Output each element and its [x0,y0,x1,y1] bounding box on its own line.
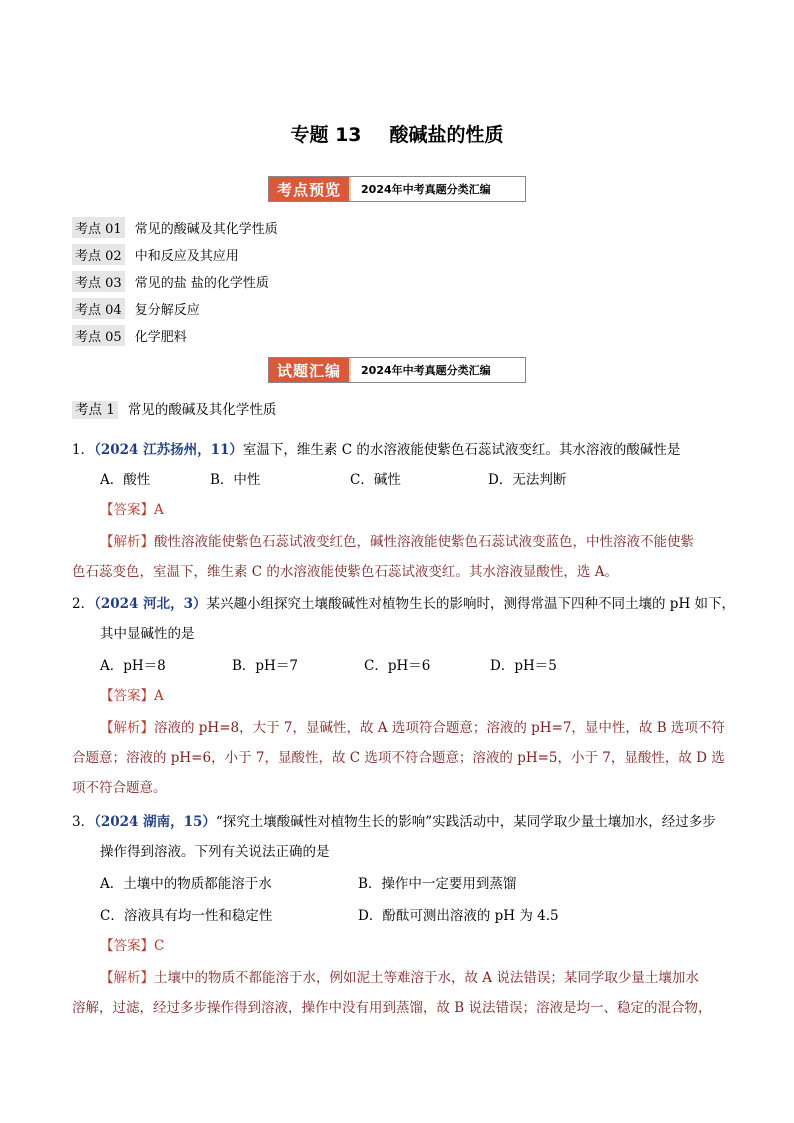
topic-list [72,214,278,349]
exercises-banner [268,357,526,383]
title-topic-name: 酸碱盐的性质 [389,124,504,146]
question-source: （2024 江苏扬州，11） [94,442,243,458]
question-3-options-row1: A．土壤中的物质都能溶于水 B．操作中一定要用到蒸馏 [100,876,517,892]
question-3-stem-cont: 操作得到溶液。下列有关说法正确的是 [100,844,330,860]
question-3-explanation-cont: 溶解，过滤，经过多步操作得到溶液，操作中没有用到蒸馏，故 B 说法错误；溶液是均一、稳定的混合物， [72,1000,712,1016]
question-2-stem: 2．（2024 河北，3）某兴趣小组探究土壤酸碱性对植物生长的影响时，测得常温下四种不同土壤的 pH 如下， [72,596,736,612]
question-1-explanation-cont: 色石蕊变色，室温下，维生素 C 的水溶液能使紫色石蕊试液变红。其水溶液显酸性，选 A。 [72,564,618,580]
question-2-explanation-end: 项不符合题意。 [72,780,167,796]
question-2-stem-cont: 其中显碱性的是 [100,626,195,642]
preview-banner-subtitle: 2024年中考真题分类汇编 [361,183,491,196]
exercises-banner-tag: 试题汇编 [269,358,351,382]
question-1-answer: 【答案】A [100,502,164,518]
question-source: （2024 河北，3） [94,596,207,612]
exercises-banner-subtitle: 2024年中考真题分类汇编 [361,364,491,377]
question-3-options-row2: C．溶液具有均一性和稳定性 D．酚酞可测出溶液的 pH 为 4.5 [100,908,559,924]
preview-banner-tag: 考点预览 [269,177,351,201]
question-3-explanation: 【解析】土壤中的物质不都能溶于水，例如泥土等难溶于水，故 A 说法错误；某同学取少量土壤加水 [100,970,699,986]
question-1-explanation: 【解析】酸性溶液能使紫色石蕊试液变红色，碱性溶液能使紫色石蕊试液变蓝色，中性溶液不能使紫 [100,534,694,550]
topic-item: 考点 02 中和反应及其应用 [72,241,278,268]
question-3-stem: 3．（2024 湖南，15）“探究土壤酸碱性对植物生长的影响”实践活动中，某同学取少量土壤加水，经过多步 [72,814,716,830]
question-2-answer: 【答案】A [100,688,164,704]
question-1-options: A．酸性 B．中性 C．碱性 D．无法判断 [100,472,567,488]
question-2-explanation-cont: 合题意；溶液的 pH=6，小于 7，显酸性，故 C 选项不符合题意；溶液的 pH=5，小于 7，显酸性，故 D 选 [72,750,725,766]
topic-item: 考点 03 常见的盐 盐的化学性质 [72,268,278,295]
topic-item: 考点 05 化学肥料 [72,322,278,349]
question-2-explanation: 【解析】溶液的 pH=8，大于 7，显碱性，故 A 选项符合题意；溶液的 pH=7，显中性，故 B 选项不符 [100,720,725,736]
title-topic-number: 专题 13 [290,124,362,146]
preview-banner [268,176,526,202]
question-1-stem: 1．（2024 江苏扬州，11）室温下，维生素 C 的水溶液能使紫色石蕊试液变红。其水溶液的酸碱性是 [72,442,681,458]
page-title [0,120,794,147]
question-source: （2024 湖南，15） [94,814,216,830]
topic-item: 考点 04 复分解反应 [72,295,278,322]
topic-item: 考点 01 常见的酸碱及其化学性质 [72,214,278,241]
question-2-options: A．pH＝8 B．pH＝7 C．pH＝6 D．pH＝5 [100,658,557,674]
question-3-answer: 【答案】C [100,938,165,954]
section-heading: 考点 1 常见的酸碱及其化学性质 [72,398,276,418]
